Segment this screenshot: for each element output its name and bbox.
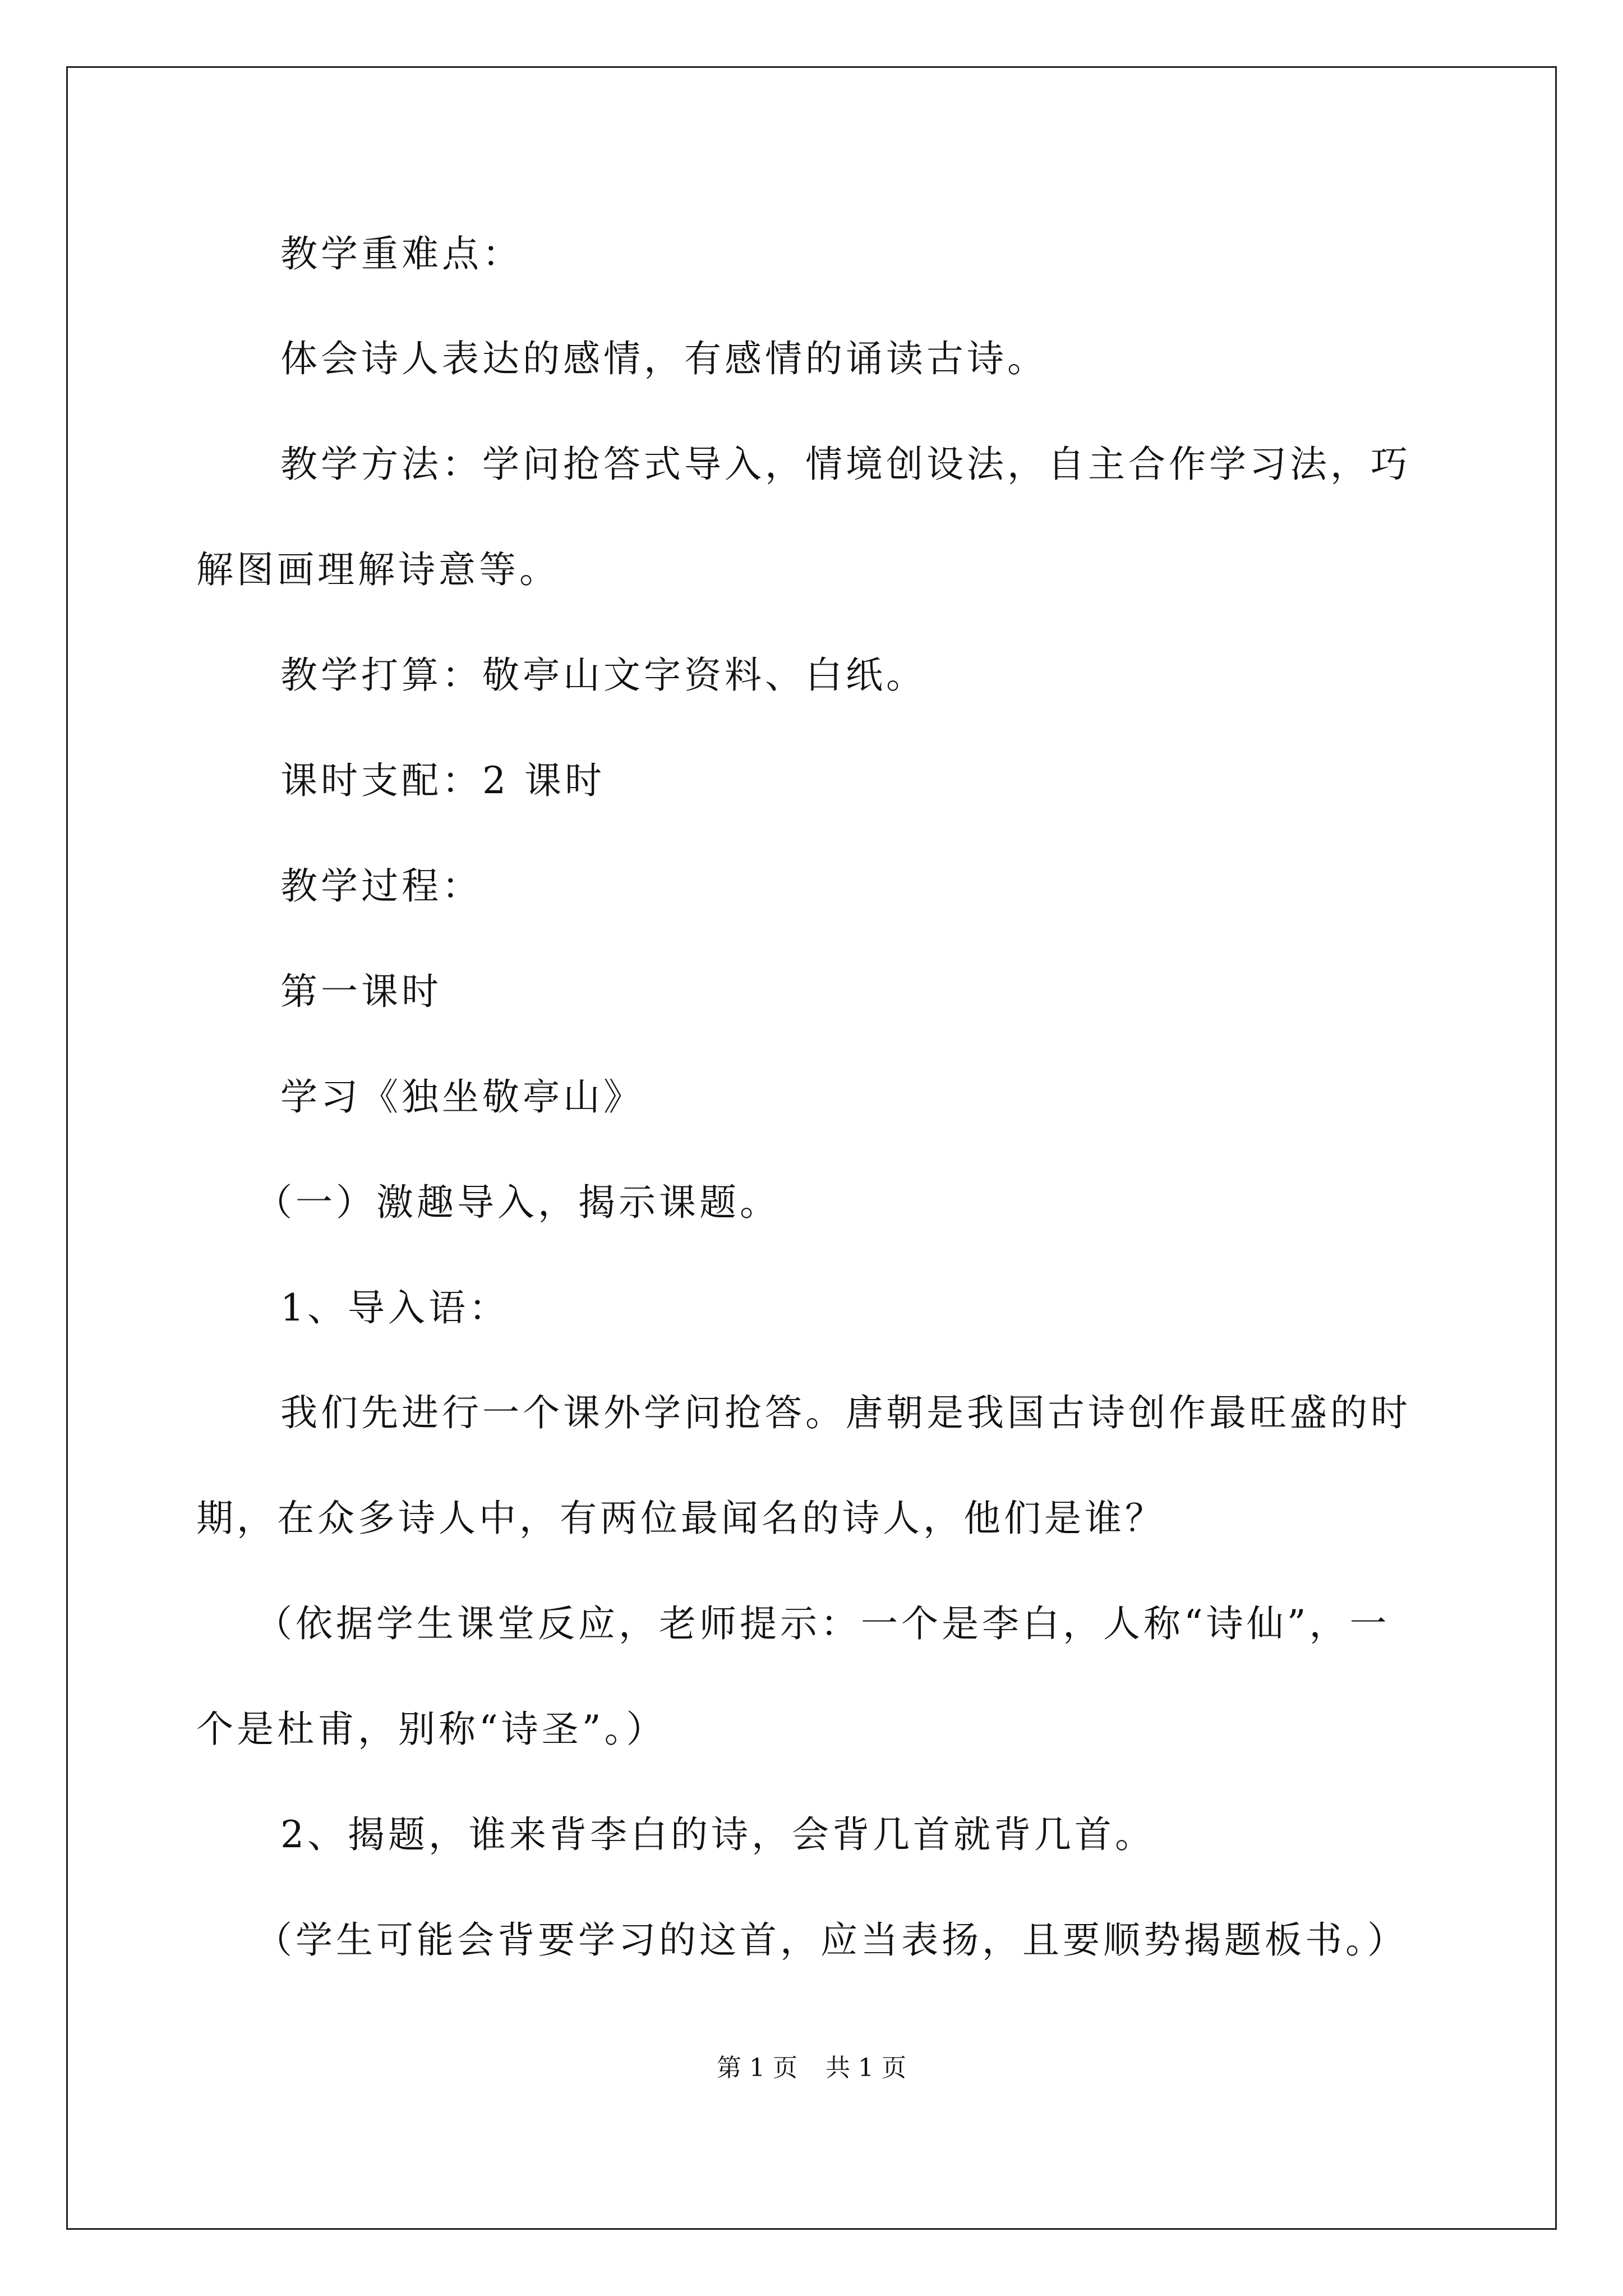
page-total: 共 1 页 xyxy=(826,2054,906,2082)
paragraph-key-points: 体会诗人表达的感情，有感情的诵读古诗。 xyxy=(280,337,1048,380)
item-intro-speech: 1、导入语： xyxy=(280,1286,509,1329)
paragraph-methods-line2: 解图画理解诗意等。 xyxy=(196,548,560,591)
heading-first-lesson: 第一课时 xyxy=(280,970,442,1013)
page-border xyxy=(66,66,1557,2230)
heading-key-points: 教学重难点： xyxy=(280,232,523,275)
paragraph-methods-line1: 教学方法：学问抢答式导入，情境创设法，自主合作学习法，巧 xyxy=(280,443,1411,486)
paragraph-preparation: 教学打算：敬亭山文字资料、白纸。 xyxy=(280,654,926,697)
paragraph-quiz-line1: 我们先进行一个课外学问抢答。唐朝是我国古诗创作最旺盛的时 xyxy=(280,1391,1411,1434)
page-footer xyxy=(0,2056,1623,2081)
page-number: 第 1 页 xyxy=(717,2054,797,2082)
paragraph-hint-line2: 个是杜甫，别称“诗圣”。） xyxy=(196,1708,667,1751)
paragraph-lesson-count: 课时支配：2 课时 xyxy=(280,759,605,802)
paragraph-quiz-line2: 期，在众多诗人中，有两位最闻名的诗人，他们是谁？ xyxy=(196,1497,1165,1540)
item-reveal-title: 2、揭题，谁来背李白的诗，会背几首就背几首。 xyxy=(280,1813,1155,1856)
section-heading-intro: （一）激趣导入，揭示课题。 xyxy=(255,1181,780,1224)
paragraph-student-note: （学生可能会背要学习的这首，应当表扬，且要顺势揭题板书。） xyxy=(255,1918,1408,1962)
heading-process: 教学过程： xyxy=(280,864,482,908)
heading-poem-study: 学习《独坐敬亭山》 xyxy=(280,1075,644,1119)
paragraph-hint-line1: （依据学生课堂反应，老师提示：一个是李白，人称“诗仙”，一 xyxy=(255,1602,1390,1645)
